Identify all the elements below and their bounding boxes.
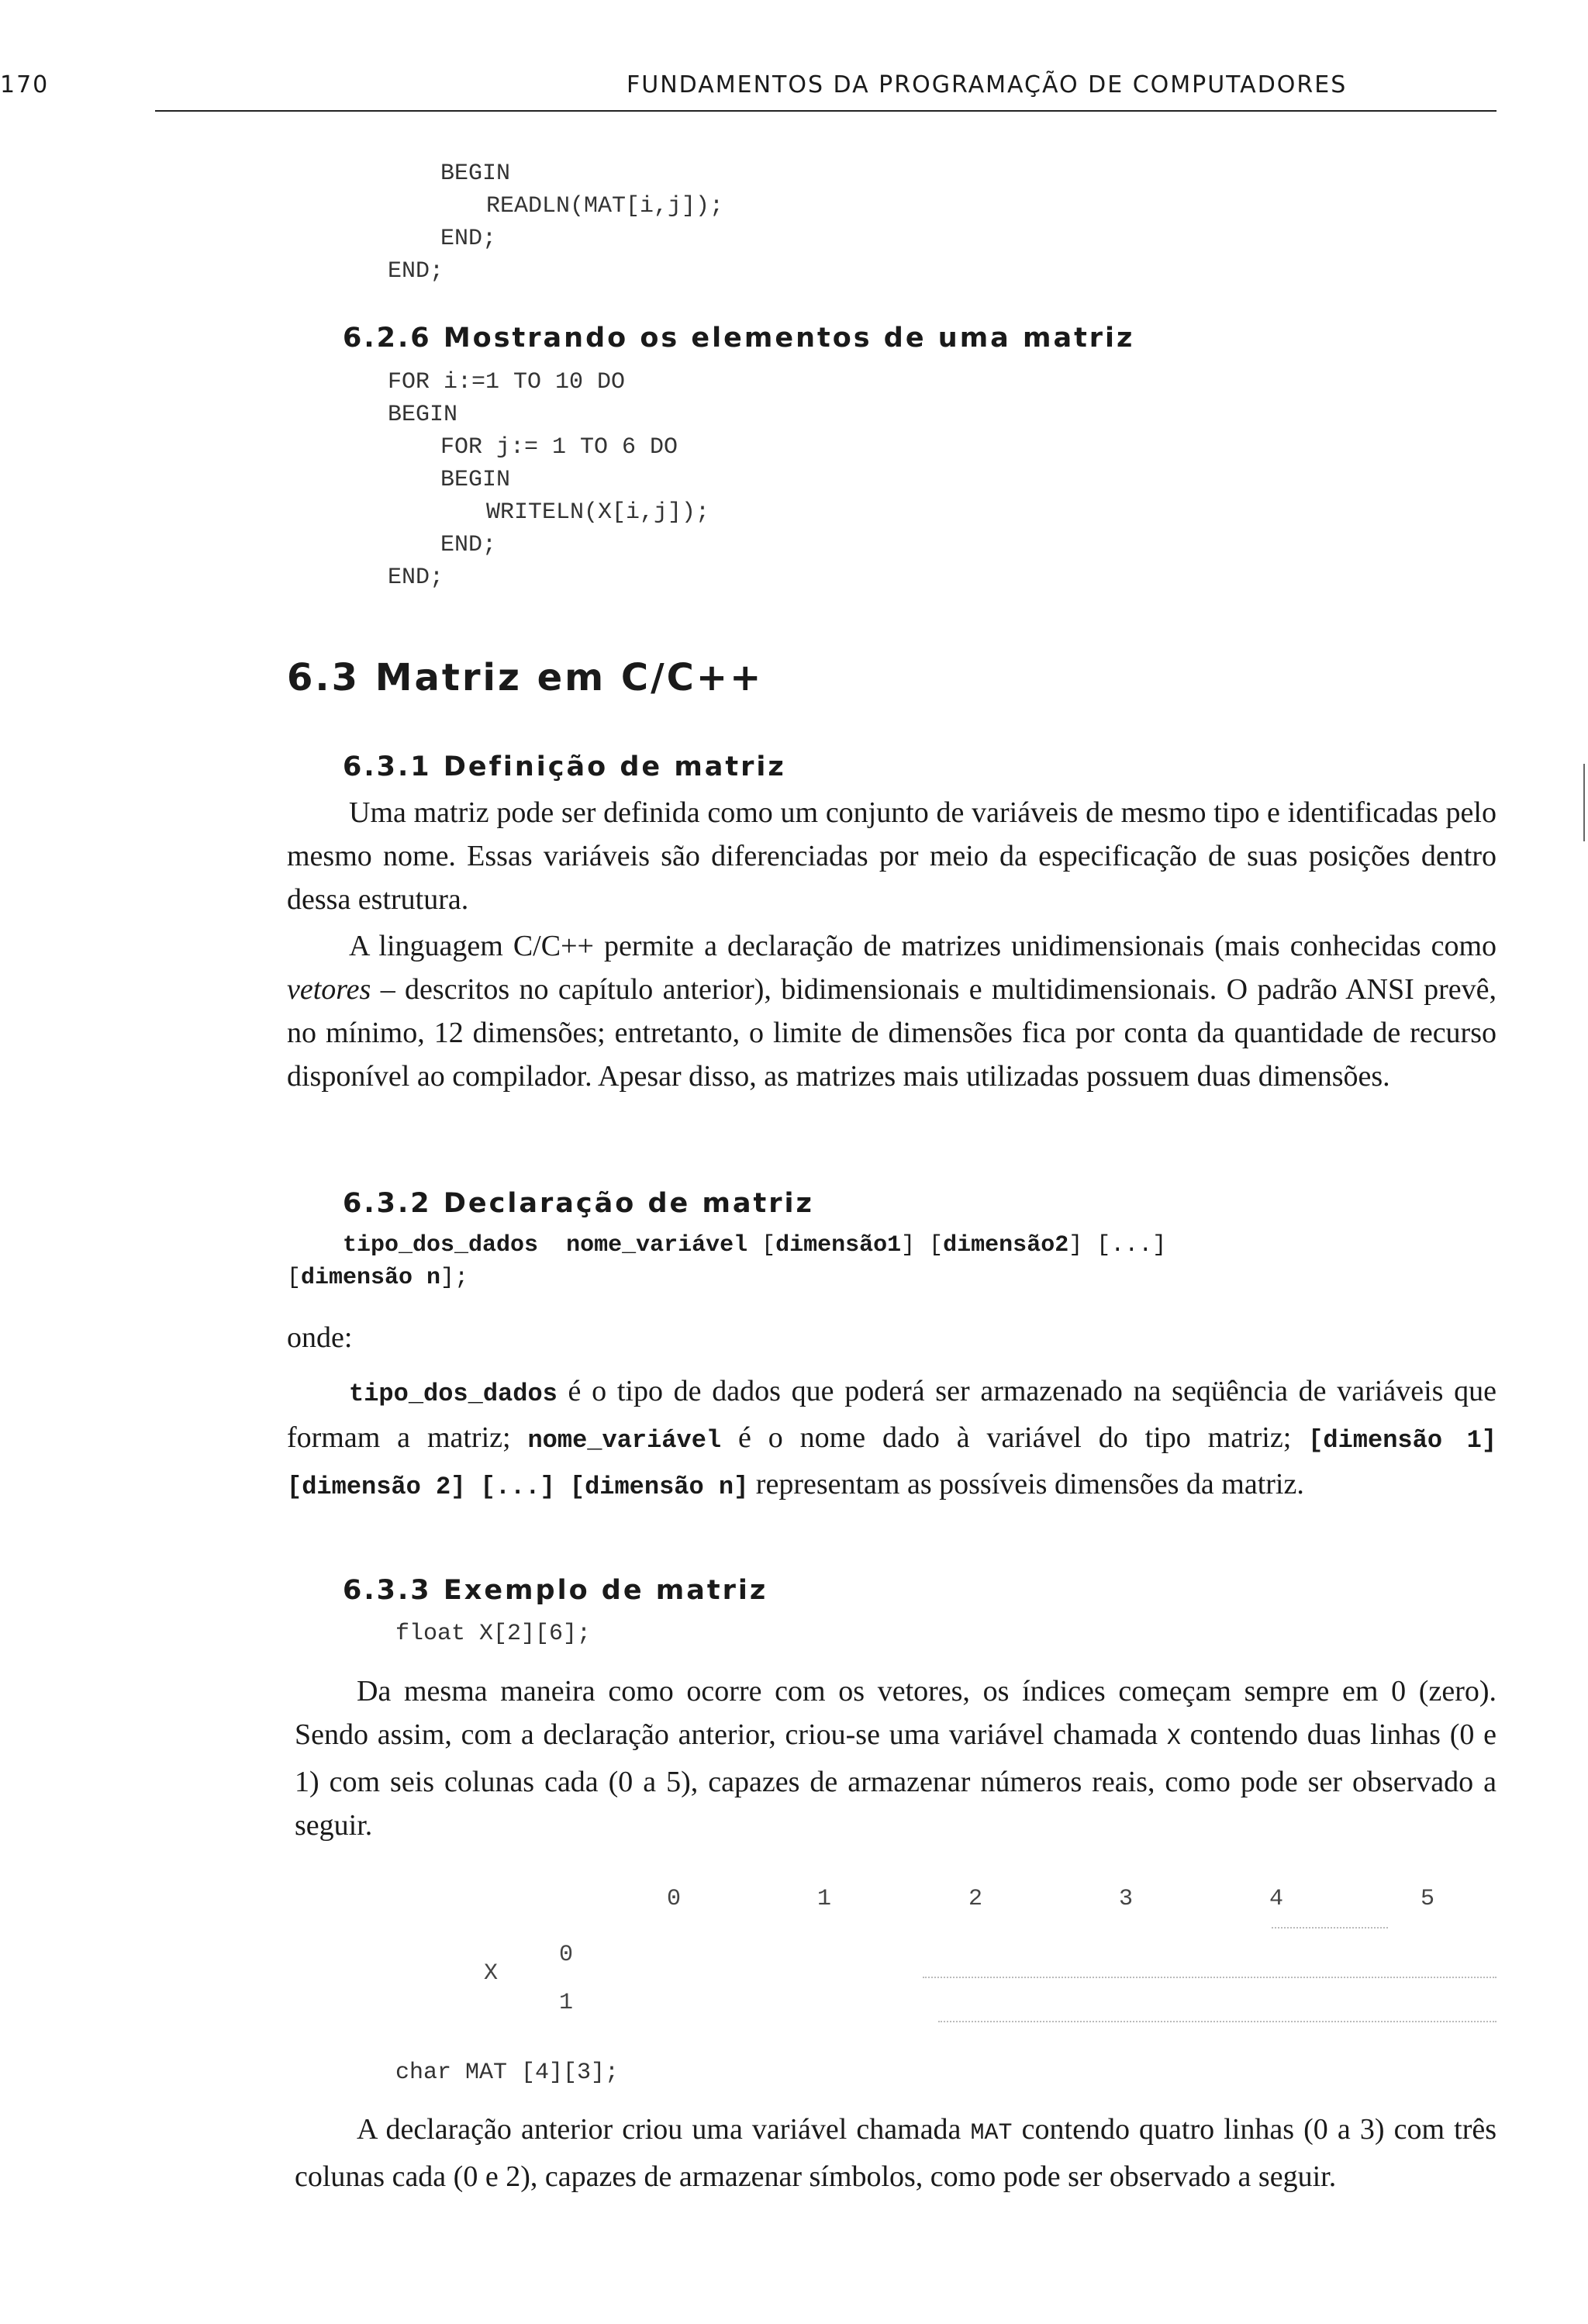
section-633-body-2 [295, 2108, 1497, 2198]
section-626-title: 6.2.6 Mostrando os elementos de uma matriz [343, 323, 1135, 354]
text: contendo quatro linhas (0 a 3) com três colunas cada (0 e 2), capazes de armazenar símbolos, como pode ser observado a seguir. [295, 2113, 1497, 2193]
term: tipo_dos_dados [349, 1380, 558, 1408]
code-line: BEGIN [440, 467, 511, 493]
inline-code: MAT [970, 2120, 1013, 2146]
section-633-body [295, 1670, 1497, 1847]
code-line: WRITELN(X[i,j]); [486, 499, 710, 526]
column-index: 0 [667, 1886, 682, 1912]
decl-etc: [...] [1096, 1232, 1167, 1259]
section-632-explanation [287, 1369, 1497, 1509]
code-line: END; [388, 565, 444, 591]
term: nome_variável [527, 1426, 722, 1455]
text: contendo duas linhas (0 e 1) com seis colunas cada (0 a 5), capazes de armazenar números reais, como pode ser observado a seguir. [295, 1718, 1497, 1842]
section-633-title: 6.3.3 Exemplo de matriz [343, 1575, 768, 1606]
inline-code: X [1166, 1725, 1181, 1752]
code-line: END; [388, 258, 444, 285]
text: é o tipo de dados que poderá ser armazenado na seqüência de variáveis que formam a matriz; [287, 1375, 1497, 1454]
column-index: 3 [1119, 1886, 1134, 1912]
text: A declaração anterior criou uma variável chamada [357, 2113, 971, 2146]
code-line: FOR j:= 1 TO 6 DO [440, 434, 678, 461]
section-632-title: 6.3.2 Declaração de matriz [343, 1188, 814, 1219]
declaration-line-1: tipo_dos_dados nome_variável [dimensão1] [dimensão2] [...] [343, 1232, 1167, 1259]
section-63-title: 6.3 Matriz em C/C++ [287, 656, 764, 699]
decl-dimn: dimensão n [301, 1265, 441, 1291]
faint-grid-line [938, 2021, 1497, 2022]
decl-dim1: dimensão1 [775, 1232, 902, 1259]
code-line: BEGIN [440, 161, 511, 187]
section-631-body [287, 791, 1497, 1098]
code-line: float X[2][6]; [395, 1621, 592, 1647]
text: Da mesma maneira como ocorre com os vetores, os índices começam sempre em 0 (zero). Sendo assim, com a declaração anterior, criou-se uma variável chamada [295, 1675, 1497, 1751]
code-line: END; [440, 226, 497, 252]
text: A linguagem C/C++ permite a declaração de matrizes unidimensionais (mais conhecidas como [349, 930, 1497, 962]
code-line: char MAT [4][3]; [395, 2060, 620, 2086]
text: é o nome dado à variável do tipo matriz; [721, 1421, 1309, 1454]
code-line: END; [440, 532, 497, 558]
code-line: BEGIN [388, 402, 458, 428]
text: – descritos no capítulo anterior), bidimensionais e multidimensionais. O padrão ANSI prevê, no mínimo, 12 dimensões; entretanto, o limite de dimensões fica por conta da quantidade de recurso disponível ao compilador. Apesar disso, as matrizes mais utilizadas possuem duas dimensões. [287, 973, 1497, 1093]
header-rule [155, 110, 1497, 112]
column-index: 2 [968, 1886, 983, 1912]
running-title: FUNDAMENTOS DA PROGRAMAÇÃO DE COMPUTADORES [627, 71, 1348, 98]
paragraph [295, 2108, 1497, 2198]
code-line: READLN(MAT[i,j]); [486, 193, 724, 219]
code-line: FOR i:=1 TO 10 DO [388, 369, 626, 395]
emphasis: vetores [287, 973, 371, 1006]
matrix-name: X [484, 1960, 499, 1987]
column-index: 5 [1421, 1886, 1435, 1912]
decl-name: nome_variável [566, 1232, 748, 1259]
row-index: 1 [559, 1990, 574, 2016]
onde-label: onde: [287, 1321, 353, 1354]
decl-end: ; [454, 1265, 469, 1291]
margin-mark [1583, 764, 1585, 841]
faint-grid-line [923, 1977, 1497, 1978]
row-index: 0 [559, 1942, 574, 1968]
column-index: 4 [1269, 1886, 1284, 1912]
paragraph: Uma matriz pode ser definida como um conjunto de variáveis de mesmo tipo e identificadas pelo mesmo nome. Essas variáveis são diferenciadas por meio da especificação de suas posições dentro dessa estrutura. [287, 796, 1497, 916]
paragraph [287, 924, 1497, 1098]
column-index: 1 [817, 1886, 832, 1912]
paragraph [287, 1369, 1497, 1509]
decl-dim2: dimensão2 [943, 1232, 1069, 1259]
section-631-title: 6.3.1 Definição de matriz [343, 751, 786, 782]
page-number: 170 [0, 71, 50, 98]
paragraph [295, 1670, 1497, 1847]
declaration-line-2: [dimensão n]; [287, 1265, 469, 1291]
faint-grid-line [1272, 1927, 1388, 1929]
term: [dimensão 1] [dimensão 2] [...] [dimensão n] [287, 1426, 1497, 1501]
decl-type: tipo_dos_dados [343, 1232, 539, 1259]
text: representam as possíveis dimensões da matriz. [748, 1468, 1304, 1500]
